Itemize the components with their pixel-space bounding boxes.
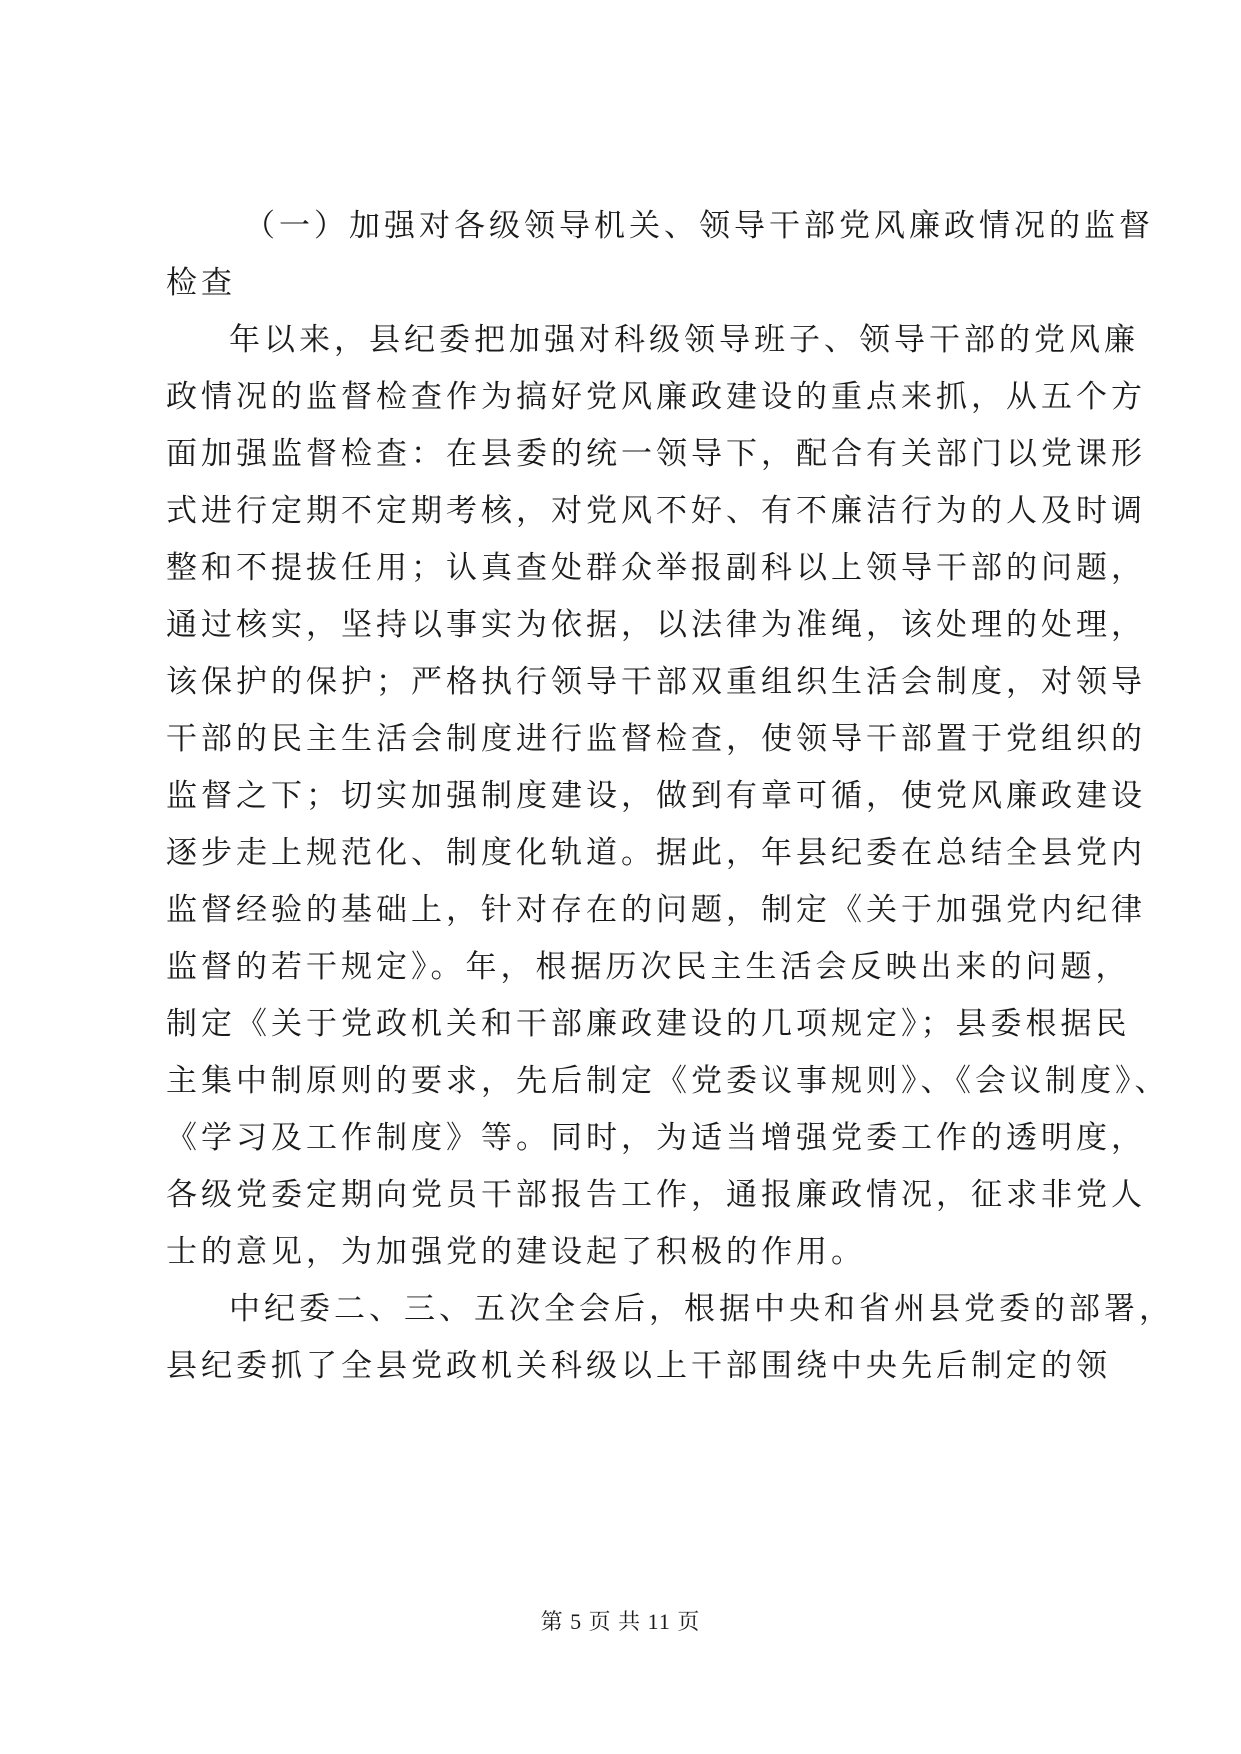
paragraph-line: 整和不提拔任用；认真查处群众举报副科以上领导干部的问题，: [166, 550, 1146, 586]
paragraph-line: 式进行定期不定期考核，对党风不好、有不廉洁行为的人及时调: [166, 493, 1146, 529]
paragraph-2: [166, 1281, 1174, 1395]
paragraph-line: 逐步走上规范化、制度化轨道。据此，年县纪委在总结全县党内: [166, 835, 1146, 871]
paragraph-line: 各级党委定期向党员干部报告工作，通报廉政情况，征求非党人: [166, 1177, 1146, 1213]
paragraph-line: 通过核实，坚持以事实为依据，以法律为准绳，该处理的处理，: [166, 607, 1146, 643]
paragraph-line: 年以来，县纪委把加强对科级领导班子、领导干部的党风廉: [229, 322, 1139, 358]
paragraph-line: 县纪委抓了全县党政机关科级以上干部围绕中央先后制定的领: [166, 1348, 1111, 1384]
paragraph-line: 中纪委二、三、五次全会后，根据中央和省州县党委的部署，: [229, 1291, 1174, 1327]
paragraph-line: 面加强监督检查：在县委的统一领导下，配合有关部门以党课形: [166, 436, 1146, 472]
paragraph-line: 该保护的保护；严格执行领导干部双重组织生活会制度，对领导: [166, 664, 1146, 700]
paragraph-line: 监督经验的基础上，针对存在的问题，制定《关于加强党内纪律: [166, 892, 1146, 928]
paragraph-line: 士的意见，为加强党的建设起了积极的作用。: [166, 1234, 866, 1270]
page-footer: [0, 1605, 1241, 1636]
paragraph-1: [166, 312, 1170, 1281]
paragraph-line: 制定《关于党政机关和干部廉政建设的几项规定》；县委根据民: [166, 1006, 1131, 1042]
paragraph-line: 《学习及工作制度》等。同时，为适当增强党委工作的透明度，: [166, 1120, 1146, 1156]
paragraph-line: 监督的若干规定》。年，根据历次民主生活会反映出来的问题，: [166, 949, 1131, 985]
document-body: [166, 198, 1174, 1395]
paragraph-line: 政情况的监督检查作为搞好党风廉政建设的重点来抓，从五个方: [166, 379, 1146, 415]
paragraph-line: 主集中制原则的要求，先后制定《党委议事规则》、《会议制度》、: [166, 1063, 1170, 1099]
heading-line: （一）加强对各级领导机关、领导干部党风廉政情况的监督: [244, 208, 1154, 244]
heading-line: 检查: [166, 265, 236, 301]
paragraph-line: 监督之下；切实加强制度建设，做到有章可循，使党风廉政建设: [166, 778, 1146, 814]
paragraph-line: 干部的民主生活会制度进行监督检查，使领导干部置于党组织的: [166, 721, 1146, 757]
section-heading: [166, 198, 1154, 312]
page-number-label: 第 5 页 共 11 页: [540, 1609, 701, 1634]
